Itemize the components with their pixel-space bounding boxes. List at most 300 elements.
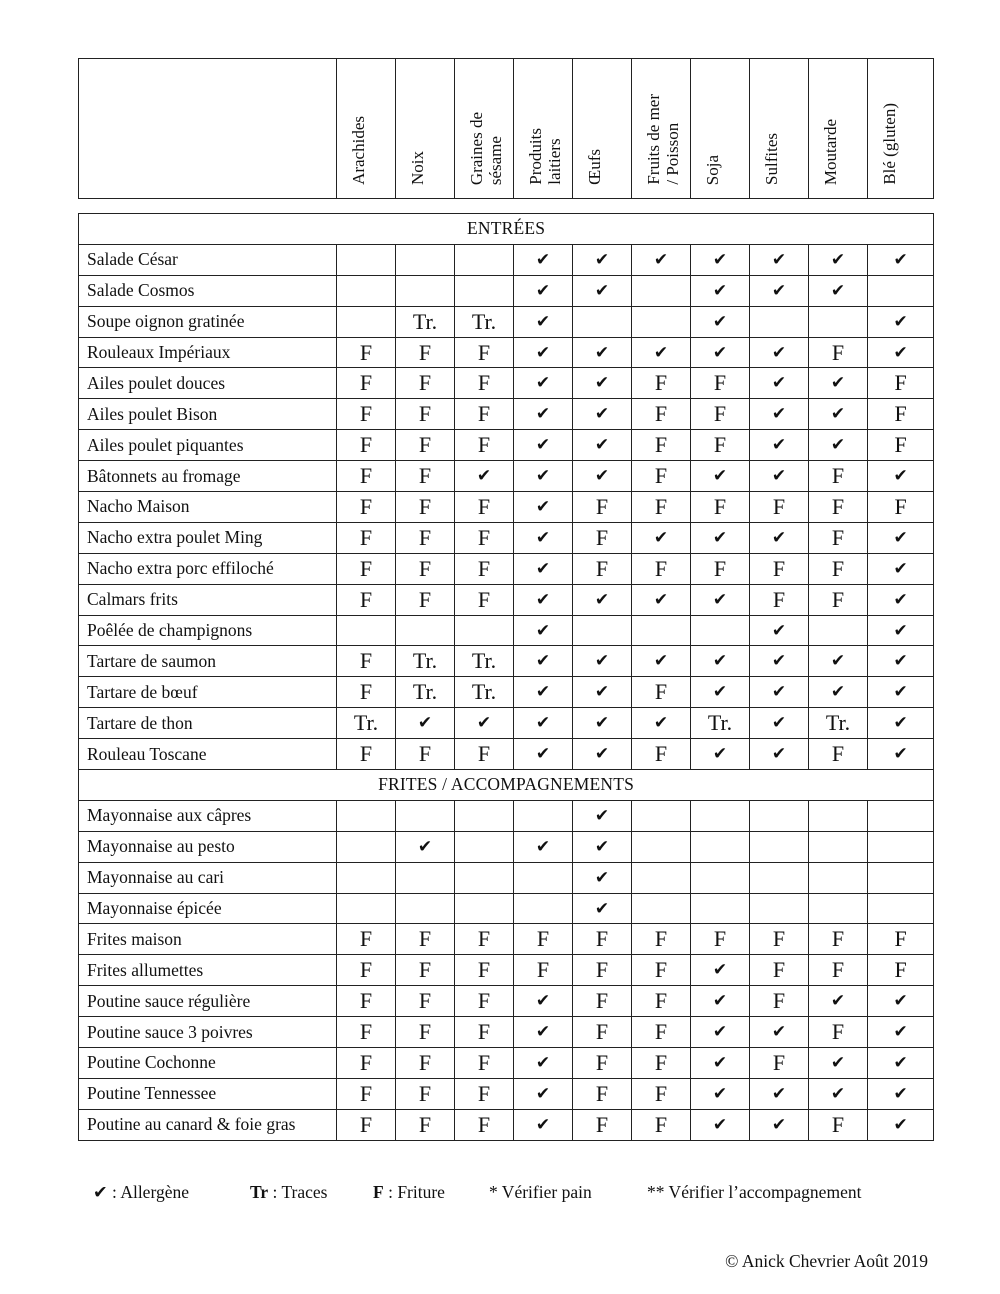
allergen-cell: F (455, 430, 514, 461)
legend-friture (373, 1182, 445, 1203)
allergen-cell (455, 893, 514, 924)
table-row (79, 739, 934, 770)
check-icon: ✔ (573, 275, 632, 306)
check-icon: ✔ (750, 646, 809, 677)
allergen-cell: F (632, 677, 691, 708)
legend-traces (250, 1182, 327, 1203)
allergen-cell: F (573, 924, 632, 955)
check-icon: ✔ (573, 399, 632, 430)
check-icon: ✔ (868, 677, 934, 708)
check-icon: ✔ (809, 399, 868, 430)
allergen-cell: F (455, 1109, 514, 1140)
allergen-cell (691, 893, 750, 924)
allergen-cell: Tr. (455, 646, 514, 677)
check-icon: ✔ (455, 708, 514, 739)
check-icon: ✔ (396, 831, 455, 862)
allergen-cell: F (337, 986, 396, 1017)
menu-item-name: Frites maison (79, 924, 337, 955)
allergen-cell: F (396, 739, 455, 770)
column-header-label: Moutarde (821, 118, 840, 185)
allergen-cell: F (337, 584, 396, 615)
allergen-cell: F (396, 584, 455, 615)
allergen-cell: F (396, 461, 455, 492)
allergen-cell (809, 893, 868, 924)
check-icon: ✔ (809, 244, 868, 275)
table-row (79, 893, 934, 924)
menu-item-name: Tartare de bœuf (79, 677, 337, 708)
section-title: ENTRÉES (79, 214, 934, 245)
allergen-cell: F (455, 986, 514, 1017)
check-icon: ✔ (514, 708, 573, 739)
allergen-table (78, 213, 934, 1141)
allergen-cell: F (455, 924, 514, 955)
check-icon: ✔ (514, 492, 573, 523)
check-icon: ✔ (514, 306, 573, 337)
table-row (79, 522, 934, 553)
column-header-label: Sulfites (762, 133, 781, 185)
allergen-cell (632, 275, 691, 306)
allergen-cell (632, 306, 691, 337)
check-icon: ✔ (868, 522, 934, 553)
table-row (79, 708, 934, 739)
allergen-cell: F (396, 924, 455, 955)
allergen-cell: F (396, 522, 455, 553)
check-icon: ✔ (573, 430, 632, 461)
table-row (79, 275, 934, 306)
check-icon: ✔ (514, 646, 573, 677)
check-icon: ✔ (691, 461, 750, 492)
legend-verify-side: ** Vérifier l’accompagnement (647, 1182, 862, 1202)
allergen-cell: F (691, 924, 750, 955)
allergen-cell (632, 893, 691, 924)
allergen-cell (691, 800, 750, 831)
allergen-cell: F (632, 1109, 691, 1140)
check-icon: ✔ (514, 615, 573, 646)
check-icon: ✔ (809, 430, 868, 461)
check-icon: ✔ (632, 522, 691, 553)
allergen-cell (455, 862, 514, 893)
column-header-label: Œufs (585, 149, 604, 185)
allergen-cell: F (691, 399, 750, 430)
allergen-cell: F (455, 337, 514, 368)
check-icon: ✔ (691, 522, 750, 553)
check-icon: ✔ (691, 1109, 750, 1140)
header-corner-cell (79, 59, 337, 199)
table-row (79, 1048, 934, 1079)
allergen-cell: F (632, 955, 691, 986)
table-row (79, 244, 934, 275)
check-icon: ✔ (750, 1017, 809, 1048)
allergen-cell: F (396, 955, 455, 986)
check-icon: ✔ (514, 461, 573, 492)
column-header-label: Graines de sésame (467, 111, 505, 185)
check-icon: ✔ (573, 831, 632, 862)
section-header-row (79, 770, 934, 801)
check-icon: ✔ (868, 1109, 934, 1140)
allergen-cell: F (337, 430, 396, 461)
allergen-cell: F (632, 553, 691, 584)
allergen-cell: Tr. (455, 306, 514, 337)
allergen-cell (809, 862, 868, 893)
allergen-cell: F (750, 955, 809, 986)
allergen-cell (750, 306, 809, 337)
allergen-cell: F (868, 492, 934, 523)
allergen-cell: F (632, 492, 691, 523)
allergen-cell: Tr. (455, 677, 514, 708)
check-icon: ✔ (691, 337, 750, 368)
allergen-cell (455, 615, 514, 646)
allergen-cell (396, 275, 455, 306)
check-icon: ✔ (455, 461, 514, 492)
allergen-cell: F (809, 924, 868, 955)
check-icon: ✔ (691, 1048, 750, 1079)
check-icon: ✔ (868, 461, 934, 492)
check-icon: ✔ (868, 306, 934, 337)
check-icon: ✔ (514, 553, 573, 584)
legend-friture-label: : Friture (383, 1182, 445, 1202)
legend-allergen (93, 1182, 189, 1203)
allergen-cell (337, 306, 396, 337)
table-row (79, 646, 934, 677)
table-row (79, 430, 934, 461)
allergen-cell: F (455, 1048, 514, 1079)
check-icon: ✔ (750, 522, 809, 553)
table-row (79, 399, 934, 430)
check-icon: ✔ (573, 739, 632, 770)
table-row (79, 461, 934, 492)
menu-item-name: Mayonnaise aux câpres (79, 800, 337, 831)
menu-item-name: Ailes poulet piquantes (79, 430, 337, 461)
check-icon: ✔ (573, 677, 632, 708)
check-icon: ✔ (868, 708, 934, 739)
allergen-cell: F (455, 739, 514, 770)
check-icon: ✔ (691, 677, 750, 708)
check-icon: ✔ (573, 862, 632, 893)
allergen-cell: F (396, 986, 455, 1017)
table-row (79, 492, 934, 523)
column-header (691, 59, 750, 199)
allergen-cell: F (809, 584, 868, 615)
allergen-cell: F (455, 399, 514, 430)
allergen-cell: F (868, 955, 934, 986)
allergen-cell: F (396, 368, 455, 399)
allergen-cell: F (514, 924, 573, 955)
check-icon: ✔ (514, 275, 573, 306)
allergen-cell: F (868, 924, 934, 955)
column-header-label: Fruits de mer / Poisson (644, 94, 682, 185)
check-icon: ✔ (632, 708, 691, 739)
legend-traces-symbol: Tr (250, 1182, 269, 1202)
menu-item-name: Tartare de thon (79, 708, 337, 739)
check-icon: ✔ (809, 677, 868, 708)
check-icon: ✔ (691, 646, 750, 677)
check-icon: ✔ (573, 244, 632, 275)
allergen-cell: F (750, 1048, 809, 1079)
allergen-cell (396, 893, 455, 924)
check-icon: ✔ (514, 677, 573, 708)
check-icon: ✔ (514, 584, 573, 615)
check-icon: ✔ (868, 584, 934, 615)
check-icon: ✔ (573, 646, 632, 677)
check-icon: ✔ (514, 522, 573, 553)
allergen-cell (455, 831, 514, 862)
menu-item-name: Calmars frits (79, 584, 337, 615)
menu-item-name: Nacho extra porc effiloché (79, 553, 337, 584)
allergen-cell: F (691, 492, 750, 523)
allergen-cell: F (455, 584, 514, 615)
allergen-cell: Tr. (396, 646, 455, 677)
allergen-cell (868, 862, 934, 893)
allergen-cell: F (396, 430, 455, 461)
check-icon: ✔ (750, 275, 809, 306)
check-icon: ✔ (750, 1078, 809, 1109)
allergen-cell (809, 615, 868, 646)
allergen-cell: F (750, 584, 809, 615)
table-row (79, 862, 934, 893)
menu-item-name: Poutine Cochonne (79, 1048, 337, 1079)
allergen-cell: F (809, 461, 868, 492)
allergen-cell (455, 800, 514, 831)
allergen-cell (809, 831, 868, 862)
column-header (809, 59, 868, 199)
allergen-cell (632, 831, 691, 862)
check-icon: ✔ (691, 275, 750, 306)
check-icon: ✔ (691, 1017, 750, 1048)
allergen-cell (514, 893, 573, 924)
allergen-cell: F (455, 492, 514, 523)
allergen-cell: F (868, 368, 934, 399)
column-header (868, 59, 934, 199)
allergen-cell: F (455, 522, 514, 553)
check-icon: ✔ (632, 584, 691, 615)
column-header-label: Blé (gluten) (880, 103, 899, 185)
allergen-cell: F (809, 1109, 868, 1140)
menu-item-name: Poutine Tennessee (79, 1078, 337, 1109)
allergen-cell: F (573, 1109, 632, 1140)
legend-traces-label: : Traces (268, 1182, 328, 1202)
allergen-column-header-table (78, 58, 934, 199)
allergen-cell: F (632, 461, 691, 492)
allergen-cell (337, 893, 396, 924)
legend-allergen-label: : Allergène (107, 1182, 189, 1202)
allergen-cell: F (868, 430, 934, 461)
allergen-cell: Tr. (691, 708, 750, 739)
allergen-cell: Tr. (809, 708, 868, 739)
table-row (79, 955, 934, 986)
allergen-cell (337, 615, 396, 646)
check-icon: ✔ (514, 1078, 573, 1109)
check-icon: ✔ (632, 337, 691, 368)
allergen-cell (514, 862, 573, 893)
allergen-cell: F (396, 492, 455, 523)
check-icon: ✔ (514, 986, 573, 1017)
allergen-cell: F (691, 430, 750, 461)
check-icon: ✔ (809, 275, 868, 306)
allergen-cell: F (337, 492, 396, 523)
check-icon: ✔ (809, 1078, 868, 1109)
allergen-cell: F (337, 368, 396, 399)
allergen-cell: F (573, 1078, 632, 1109)
section-header-row (79, 214, 934, 245)
allergen-cell (455, 275, 514, 306)
allergen-cell: Tr. (396, 677, 455, 708)
allergen-cell: F (396, 1078, 455, 1109)
allergen-cell (632, 800, 691, 831)
check-icon: ✔ (573, 337, 632, 368)
check-icon: ✔ (514, 739, 573, 770)
column-header (632, 59, 691, 199)
check-icon: ✔ (514, 244, 573, 275)
check-icon: ✔ (750, 615, 809, 646)
allergen-cell (396, 862, 455, 893)
allergen-cell: F (514, 955, 573, 986)
allergen-cell (868, 800, 934, 831)
allergen-cell: F (455, 1078, 514, 1109)
allergen-cell (337, 831, 396, 862)
allergen-cell: F (868, 399, 934, 430)
allergen-cell: F (573, 986, 632, 1017)
column-header (396, 59, 455, 199)
check-icon: ✔ (691, 739, 750, 770)
column-header-label: Soja (703, 154, 722, 185)
allergen-cell: F (455, 955, 514, 986)
check-icon: ✔ (514, 1048, 573, 1079)
allergen-cell (396, 615, 455, 646)
column-header-label: Noix (408, 151, 427, 185)
allergen-cell: F (337, 924, 396, 955)
allergen-cell: F (632, 924, 691, 955)
check-icon: ✔ (868, 1048, 934, 1079)
allergen-cell (750, 831, 809, 862)
allergen-cell: F (809, 955, 868, 986)
allergen-cell: F (337, 1109, 396, 1140)
check-icon: ✔ (750, 461, 809, 492)
check-icon: ✔ (573, 800, 632, 831)
section-title: FRITES / ACCOMPAGNEMENTS (79, 770, 934, 801)
allergen-cell: F (455, 368, 514, 399)
allergen-cell: F (573, 492, 632, 523)
check-icon: ✔ (573, 893, 632, 924)
menu-item-name: Poutine sauce régulière (79, 986, 337, 1017)
check-icon: ✔ (514, 831, 573, 862)
column-header-row (79, 59, 934, 199)
allergen-cell: F (809, 492, 868, 523)
check-icon: ✔ (691, 584, 750, 615)
table-row (79, 337, 934, 368)
allergen-cell: F (632, 1048, 691, 1079)
table-row (79, 677, 934, 708)
check-icon: ✔ (514, 399, 573, 430)
allergen-cell: F (809, 553, 868, 584)
allergen-cell (809, 800, 868, 831)
allergen-cell (396, 244, 455, 275)
check-icon: ✔ (809, 646, 868, 677)
check-icon: ✔ (632, 244, 691, 275)
allergen-cell (396, 800, 455, 831)
check-icon: ✔ (93, 1182, 108, 1202)
check-icon: ✔ (573, 708, 632, 739)
allergen-cell: F (632, 430, 691, 461)
allergen-cell (868, 893, 934, 924)
column-header (750, 59, 809, 199)
check-icon: ✔ (750, 244, 809, 275)
allergen-cell (632, 862, 691, 893)
menu-item-name: Mayonnaise épicée (79, 893, 337, 924)
legend-verify-bread: * Vérifier pain (489, 1182, 592, 1202)
allergen-cell: F (809, 1017, 868, 1048)
allergen-cell: F (573, 955, 632, 986)
allergen-cell: F (337, 1048, 396, 1079)
allergen-cell: Tr. (337, 708, 396, 739)
check-icon: ✔ (691, 955, 750, 986)
menu-item-name: Rouleaux Impériaux (79, 337, 337, 368)
allergen-cell (455, 244, 514, 275)
allergen-cell: F (632, 368, 691, 399)
check-icon: ✔ (691, 1078, 750, 1109)
menu-item-name: Tartare de saumon (79, 646, 337, 677)
check-icon: ✔ (809, 986, 868, 1017)
allergen-cell: F (573, 553, 632, 584)
menu-item-name: Mayonnaise au pesto (79, 831, 337, 862)
check-icon: ✔ (396, 708, 455, 739)
check-icon: ✔ (868, 337, 934, 368)
check-icon: ✔ (750, 708, 809, 739)
allergen-cell: F (691, 553, 750, 584)
allergen-cell (337, 800, 396, 831)
check-icon: ✔ (573, 584, 632, 615)
check-icon: ✔ (868, 553, 934, 584)
menu-item-name: Salade César (79, 244, 337, 275)
table-row (79, 1109, 934, 1140)
column-header-label: Arachides (349, 116, 368, 185)
copyright-footer: © Anick Chevrier Août 2019 (725, 1251, 928, 1271)
table-row (79, 368, 934, 399)
allergen-cell: F (337, 461, 396, 492)
allergen-cell: F (396, 337, 455, 368)
allergen-cell: F (455, 553, 514, 584)
table-row (79, 553, 934, 584)
check-icon: ✔ (868, 1078, 934, 1109)
allergen-cell (750, 800, 809, 831)
allergen-cell: F (337, 522, 396, 553)
allergen-cell: F (337, 739, 396, 770)
allergen-cell: F (396, 1017, 455, 1048)
menu-item-name: Mayonnaise au cari (79, 862, 337, 893)
allergen-cell (868, 831, 934, 862)
allergen-cell: F (691, 368, 750, 399)
allergen-cell: F (809, 337, 868, 368)
allergen-cell: F (337, 677, 396, 708)
menu-item-name: Nacho Maison (79, 492, 337, 523)
allergen-cell (573, 615, 632, 646)
check-icon: ✔ (809, 1048, 868, 1079)
check-icon: ✔ (809, 368, 868, 399)
menu-item-name: Frites allumettes (79, 955, 337, 986)
menu-item-name: Nacho extra poulet Ming (79, 522, 337, 553)
allergen-cell: F (337, 1078, 396, 1109)
menu-item-name: Poêlée de champignons (79, 615, 337, 646)
allergen-cell (750, 893, 809, 924)
check-icon: ✔ (573, 461, 632, 492)
check-icon: ✔ (868, 615, 934, 646)
menu-item-name: Soupe oignon gratinée (79, 306, 337, 337)
allergen-cell (632, 615, 691, 646)
menu-item-name: Ailes poulet douces (79, 368, 337, 399)
column-header (514, 59, 573, 199)
check-icon: ✔ (691, 986, 750, 1017)
allergen-cell: F (750, 492, 809, 523)
allergen-cell (809, 306, 868, 337)
